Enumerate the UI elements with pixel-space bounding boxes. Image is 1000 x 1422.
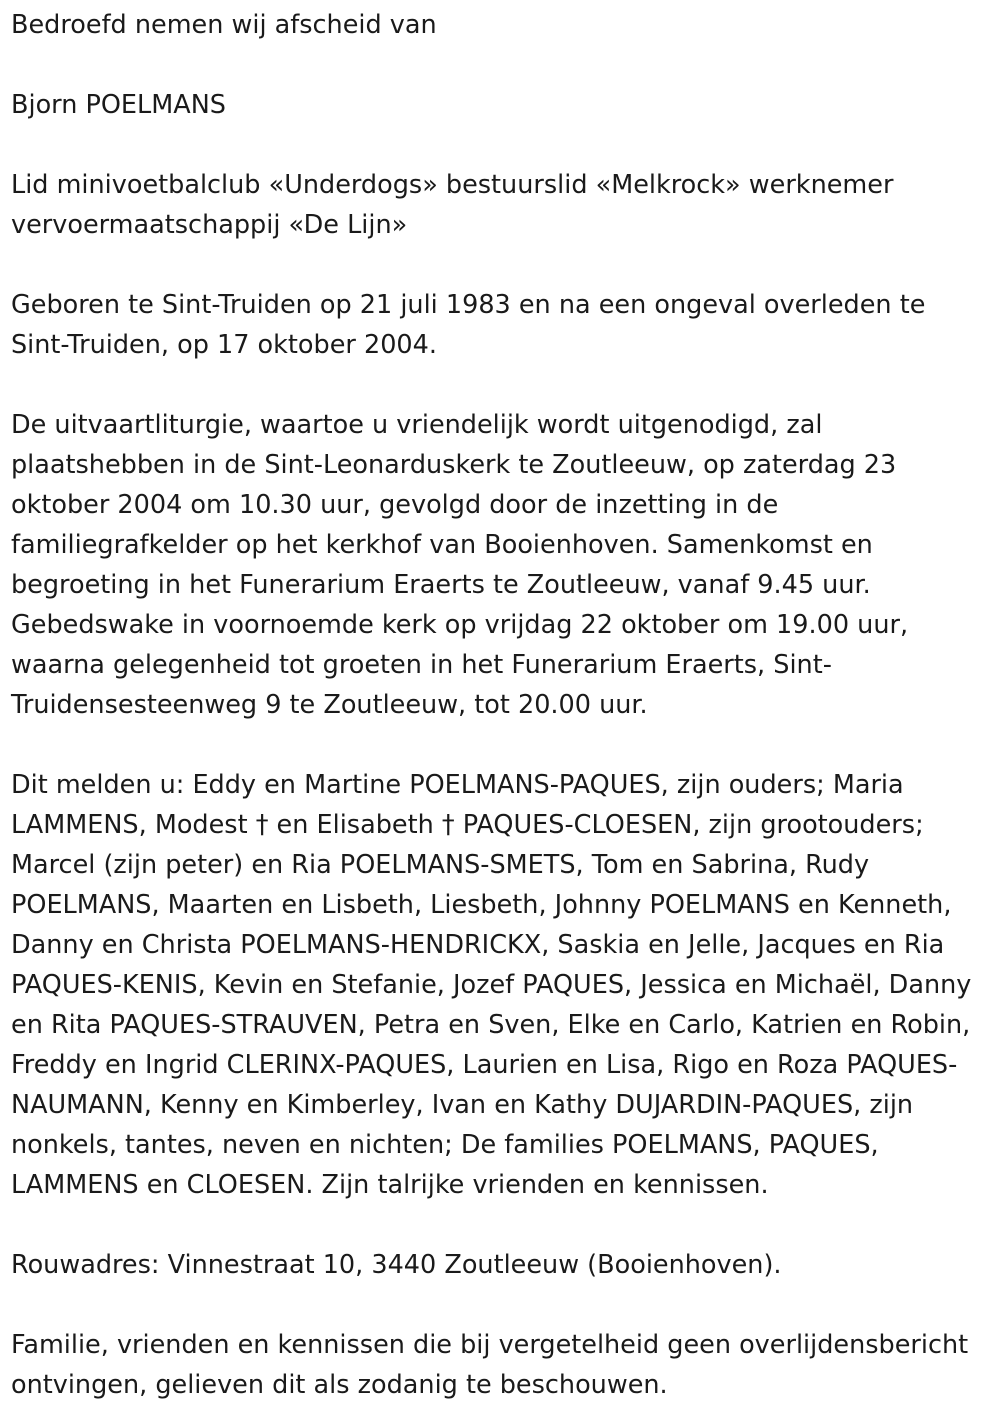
family-paragraph: Dit melden u: Eddy en Martine POELMANS-PAQUES, zijn ouders; Maria LAMMENS, Modest † en Elisabeth † PAQUES-CLOESEN, zijn grootouders; Marcel (zijn peter) en Ria POELMANS-SMETS, Tom en Sabrina, Rudy POELMANS, Maarten en Lisbeth, Liesbeth, Johnny POELMANS en Kenneth, Danny en Christa POELMANS-HENDRICKX, Saskia en Jelle, Jacques en Ria PAQUES-KENIS, Kevin en Stefanie, Jozef PAQUES, Jessica en Michaël, Danny en Rita PAQUES-STRAUVEN, Petra en Sven, Elke en Carlo, Katrien en Robin, Freddy en Ingrid CLERINX-PAQUES, Laurien en Lisa, Rigo en Roza PAQUES-NAUMANN, Kenny en Kimberley, Ivan en Kathy DUJARDIN-PAQUES, zijn nonkels, tantes, neven en nichten; De families POELMANS, PAQUES, LAMMENS en CLOESEN. Zijn talrijke vrienden en kennissen. — [11, 770, 972, 1200]
membership-paragraph: Lid minivoetbalclub «Underdogs» bestuurslid «Melkrock» werknemer vervoermaatschappij «De Lijn» — [11, 170, 894, 240]
deceased-name: Bjorn POELMANS — [11, 90, 226, 120]
closing-paragraph: Familie, vrienden en kennissen die bij vergetelheid geen overlijdensbericht ontvingen, gelieven dit als zodanig te beschouwen. — [11, 1330, 969, 1400]
birth-death-paragraph: Geboren te Sint-Truiden op 21 juli 1983 en na een ongeval overleden te Sint-Truiden, op 17 oktober 2004. — [11, 290, 926, 360]
address-paragraph: Rouwadres: Vinnestraat 10, 3440 Zoutleeuw (Booienhoven). — [11, 1250, 782, 1280]
intro-line: Bedroefd nemen wij afscheid van — [11, 10, 437, 40]
funeral-paragraph: De uitvaartliturgie, waartoe u vriendelijk wordt uitgenodigd, zal plaatshebben in de Sint-Leonarduskerk te Zoutleeuw, op zaterdag 23 oktober 2004 om 10.30 uur, gevolgd door de inzetting in de familiegrafkelder op het kerkhof van Booienhoven. Samenkomst en begroeting in het Funerarium Eraerts te Zoutleeuw, vanaf 9.45 uur. Gebedswake in voornoemde kerk op vrijdag 22 oktober om 19.00 uur, waarna gelegenheid tot groeten in het Funerarium Eraerts, Sint-Truidensesteenweg 9 te Zoutleeuw, tot 20.00 uur. — [11, 410, 909, 720]
obituary-notice — [11, 5, 989, 1405]
